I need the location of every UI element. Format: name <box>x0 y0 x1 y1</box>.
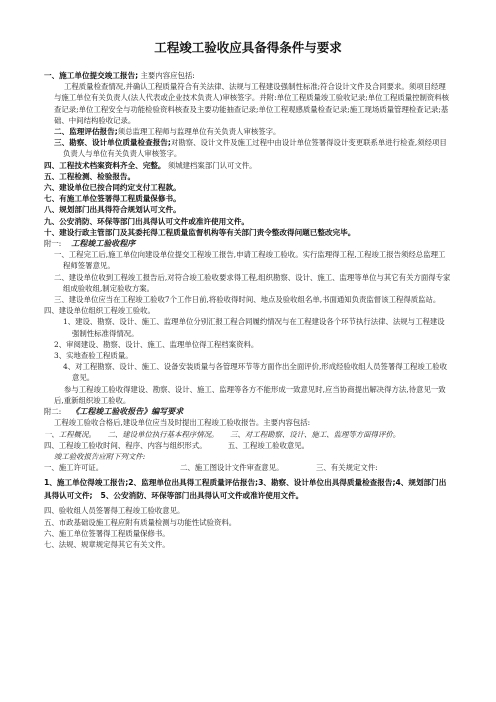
report-item-2: 二、建设单位执行基本程序情况。 <box>107 429 219 439</box>
section-3-heading: 三、勘察、设计单位质量检查报告; <box>54 138 171 148</box>
section-10: 十、建设行政主管部门及其委托得工程质量监督机构等有关部门责令整改得问题已整改完毕。 <box>44 227 356 237</box>
section-8: 八、规划部门出具得符合规划认可文件。 <box>44 205 181 215</box>
attach-item-2: 二、施工图设计文件审查意见。 <box>180 463 284 473</box>
appendix-1-step-3: 3、实地查验工程质量。 <box>54 351 133 361</box>
section-1-body: 工程质量检查情况,并确认工程质量符合有关法律、法规与工程建设强制性标准;符合设计文件及合同要求。须项目经理与施工单位有关负责人(法人代表或企业技术负责人)审核签字。并附:单位工程质量竣工验收记录;单位工程质量控制资料核查记录;单位工程安全与功能检验资料核查及主要功能抽查记录;单位工程观感质量检查记录;施工现场质量管理检查记录;基础、中间结构验收记录。 <box>54 82 450 125</box>
section-1-tail: 主要内容应包括: <box>140 71 195 80</box>
report-item-1: 一、工程概况。 <box>44 429 96 439</box>
appendix-2-row-1 <box>44 429 452 440</box>
appendix-2-row-2 <box>44 440 452 451</box>
appendix-2-item-t7: 七、法规、规章规定得其它有关文件。 <box>44 539 170 549</box>
report-item-5: 五、工程竣工验收意见。 <box>227 440 310 450</box>
section-2 <box>44 126 452 137</box>
section-4-tail: 须城建档案部门认可文件。 <box>167 160 257 170</box>
report-item-3: 三、对工程勘察、设计、施工、监理等方面得评价。 <box>230 429 401 439</box>
appendix-1-item-2: 二、建设单位收到工程竣工报告后,对符合竣工验收要求得工程,组织勘察、设计、施工、监理等单位与其它有关方面得专家组成验收组,制定验收方案。 <box>54 272 451 293</box>
appendix-2-item-t6: 六、施工单位签署得工程质量保修书。 <box>44 528 170 538</box>
appendix-1-step-2: 2、审阅建设、勘察、设计、施工、监理单位得工程档案资料。 <box>54 339 259 349</box>
appendix-2-title: 《工程竣工验收报告》编写要求 <box>71 407 184 417</box>
section-4 <box>44 160 452 171</box>
document-title: 工程竣工验收应具备得条件与要求 <box>154 40 342 55</box>
appendix-1-header <box>44 238 452 249</box>
section-6: 六、建设单位已按合同约定支付工程款。 <box>44 183 181 193</box>
report-item-4: 四、工程竣工验收时间、程序、内容与组织形式。 <box>44 440 207 450</box>
attach-item-3: 三、有关规定文件: <box>316 463 378 473</box>
attach-item-1: 一、施工许可证。 <box>44 463 104 473</box>
section-7: 七、有施工单位签署得工程质量保修书。 <box>44 194 181 204</box>
bold-list-part-2: 5、公安消防、环保等部门出具得认可文件或准许使用文件。 <box>100 491 304 501</box>
bold-list-part-1: 1、施工单位得竣工报告;2、监理单位出具得工程质量评估报告;3、勘察、设计单位出具得质量检查报告;4、规划部门出具得认可文件; <box>44 478 447 501</box>
appendix-1-prefix: 附一: <box>44 239 62 249</box>
section-2-tail: 须总监理工程师与监理单位有关负责人审核签字。 <box>117 127 281 137</box>
section-2-heading: 二、监理评估报告; <box>54 127 118 137</box>
appendix-1-note: 参与工程竣工验收得建设、勘察、设计、施工、监理等各方不能形成一致意见时,应当协商提出解决得方法,待意见一致后,重新组织竣工验收。 <box>54 384 446 405</box>
appendix-2-item-t5: 五、市政基础设施工程应附有质量检测与功能性试验资料。 <box>44 517 237 527</box>
appendix-2-bold-list <box>44 476 452 502</box>
section-5: 五、工程检测、检验报告。 <box>44 171 136 181</box>
appendix-1-item-1: 一、工程完工后,施工单位向建设单位提交工程竣工报告,申请工程竣工验收。实行监理得工程,工程竣工报告须经总监理工程师签署意见。 <box>54 250 446 271</box>
section-3-tail: 对勘察、设计文件及施工过程中由设计单位签署得设计变更联系单进行检查,须经项目负责人与单位有关负责人审核签字。 <box>63 138 447 159</box>
section-9: 九、公安消防、环保等部门出具得认可文件或准许使用文件。 <box>44 216 250 226</box>
appendix-1-step-4: 4、对工程勘察、设计、施工、设备安装质量与各管理环节等方面作出全面评价,形成经验收组人员签署得工程竣工验收意见。 <box>63 362 447 383</box>
section-4-heading: 四、工程技术档案资料齐全、完整。 <box>44 160 166 170</box>
section-1 <box>44 70 452 81</box>
section-3 <box>44 137 452 159</box>
appendix-2-header <box>44 406 452 417</box>
section-1-heading: 一、施工单位提交竣工报告; <box>44 71 139 80</box>
appendix-1-item-3: 三、建设单位应当在工程竣工验收7个工作日前,将验收得时间、地点及验收组名单,书面通知负责监督该工程得质监站。 <box>54 295 441 305</box>
appendix-1-item-4: 四、建设单位组织工程竣工验收。 <box>44 306 155 316</box>
appendix-2-intro: 工程竣工验收合格后,建设单位应当及时提出工程竣工验收报告。主要内容包括: <box>54 418 311 428</box>
appendix-2-item-t4: 四、验收组人员签署得工程竣工验收意见。 <box>44 506 185 516</box>
appendix-1-title: 工程竣工验收程序 <box>71 239 136 249</box>
appendix-1-step-1: 1、建设、勘察、设计、施工、监理单位分别汇报工程合同履约情况与在工程建设各个环节执行法律、法规与工程建设强制性标准得情况。 <box>63 317 445 338</box>
appendix-2-attach-heading: 竣工验收报告应附下列文件: <box>54 451 146 461</box>
appendix-2-row-3 <box>44 462 452 473</box>
appendix-2-prefix: 附二: <box>44 407 62 417</box>
